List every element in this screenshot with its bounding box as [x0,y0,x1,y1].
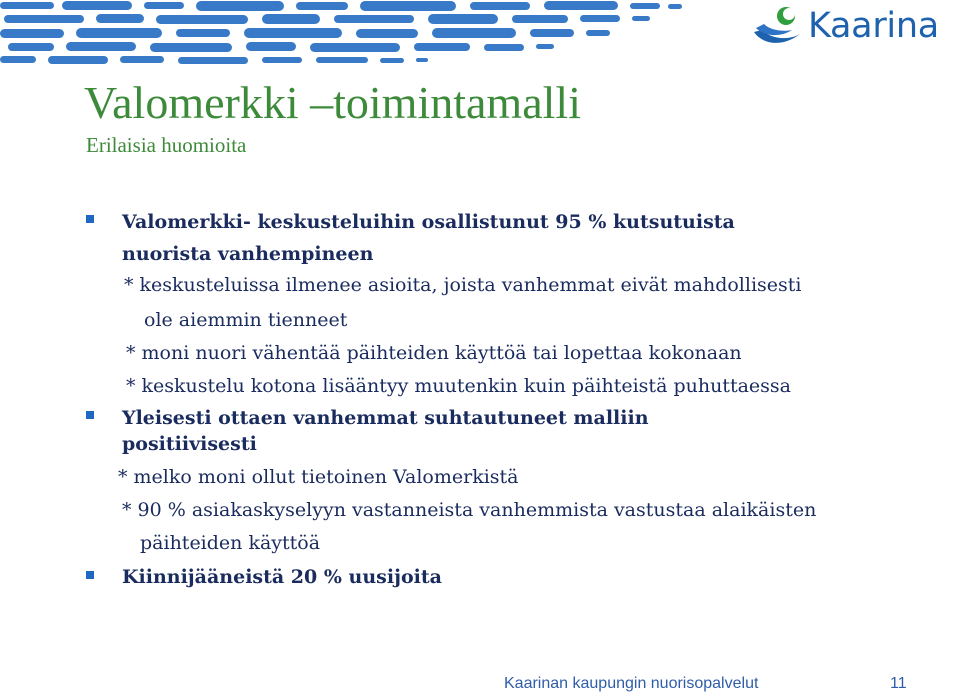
bullet-point-participation-cont: nuorista vanhempineen [122,243,374,265]
sub-point-cont: ole aiemmin tienneet [144,309,348,331]
bullet-point-attitude: Yleisesti ottaen vanhemmat suhtautuneet malliin [122,407,649,429]
bullet-icon [86,571,94,579]
bullet-icon [86,215,94,223]
logo-text: Kaarina [808,6,939,46]
bullet-icon [86,411,94,419]
kaarina-emblem-icon [752,4,804,48]
bullet-point-reoffenders: Kiinnijääneistä 20 % uusijoita [122,566,442,588]
sub-point: * keskustelu kotona lisääntyy muutenkin kuin päihteistä puhuttaessa [126,375,791,397]
sub-point: * moni nuori vähentää päihteiden käyttöä tai lopettaa kokonaan [126,342,742,364]
footer-organization: Kaarinan kaupungin nuorisopalvelut [504,675,759,692]
bullet-point-participation: Valomerkki- keskusteluihin osallistunut 95 % kutsutuista [122,211,735,233]
slide-title: Valomerkki –toimintamalli [84,77,581,128]
slide-subtitle: Erilaisia huomioita [86,133,247,157]
sub-point-cont: päihteiden käyttöä [140,532,321,554]
bullet-point-attitude-cont: positiivisesti [122,433,257,455]
sub-point: * keskusteluissa ilmenee asioita, joista vanhemmat eivät mahdollisesti [124,274,802,296]
kaarina-logo [752,4,939,48]
decorative-stroke-band [0,0,720,72]
page-number: 11 [890,675,907,692]
sub-point: * 90 % asiakaskyselyyn vastanneista vanhemmista vastustaa alaikäisten [122,499,817,521]
sub-point: * melko moni ollut tietoinen Valomerkistä [118,466,519,488]
